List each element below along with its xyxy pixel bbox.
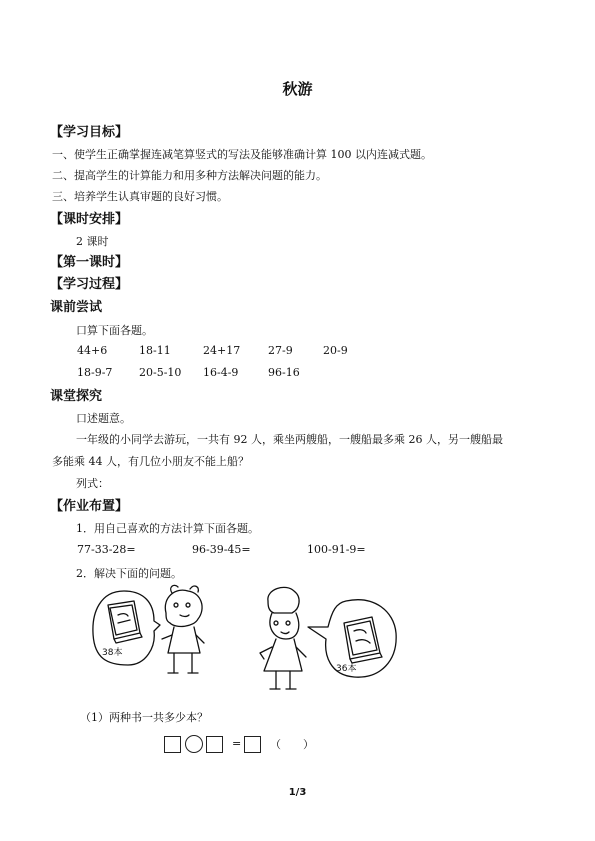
schedule-text: 2 课时: [76, 235, 109, 248]
goal-line-2: 二、提高学生的计算能力和用多种方法解决问题的能力。: [52, 169, 327, 182]
page-title: 秋游: [282, 80, 313, 98]
book-problem-illustration: [88, 583, 418, 695]
homework-expr-row: [77, 543, 366, 556]
homework-expr: 100-91-9=: [307, 543, 366, 556]
oral-calc-item: 27-9: [268, 344, 293, 357]
equals-sign: =: [232, 737, 242, 750]
page-number: 1/3: [288, 787, 307, 798]
oral-calc-item: 96-16: [268, 366, 300, 379]
book-icon-left: [108, 601, 142, 643]
problem-text-line-2: 多能乘 44 人，有几位小朋友不能上船？: [52, 455, 249, 468]
child-figure-right: [260, 587, 306, 689]
book-count-left: 38本: [102, 648, 123, 658]
homework-item-1: 1．用自己喜欢的方法计算下面各题。: [76, 522, 259, 535]
pre-try-instruction: 口算下面各题。: [76, 324, 153, 337]
oral-calc-item: 44+6: [77, 344, 108, 357]
oral-calc-item: 16-4-9: [203, 366, 239, 379]
problem-text-line-1: 一年级的小同学去游玩，一共有 92 人，乘坐两艘船，一艘船最多乘 26 人，另一艘船最: [76, 433, 503, 446]
section-heading-process: 【学习过程】: [50, 277, 129, 292]
goal-line-3: 三、培养学生认真审题的良好习惯。: [52, 190, 228, 203]
explore-instruction: 口述题意。: [76, 412, 131, 425]
result-box[interactable]: [244, 736, 261, 753]
answer-box[interactable]: [164, 736, 181, 753]
question-1: （1）两种书一共多少本？: [80, 711, 208, 724]
formula-label: 列式：: [76, 477, 109, 490]
child-figure-left: [162, 585, 204, 673]
oral-calc-item: 18-11: [139, 344, 171, 357]
section-heading-schedule: 【课时安排】: [50, 212, 129, 227]
subheading-pre-try: 课前尝试: [50, 300, 103, 315]
homework-item-2: 2．解决下面的问题。: [76, 567, 182, 580]
book-icon-right: [344, 617, 382, 663]
unit-parentheses: （ ）: [270, 738, 314, 751]
section-heading-goals: 【学习目标】: [50, 125, 129, 140]
oral-calc-row-1: [77, 344, 348, 357]
book-count-right: 36本: [336, 664, 357, 674]
homework-expr: 77-33-28=: [77, 543, 136, 556]
oral-calc-item: 20-9: [323, 344, 348, 357]
oral-calc-item: 20-5-10: [139, 366, 182, 379]
homework-expr: 96-39-45=: [192, 543, 251, 556]
oral-calc-item: 18-9-7: [77, 366, 113, 379]
goal-line-1: 一、使学生正确掌握连减笔算竖式的写法及能够准确计算 100 以内连减式题。: [52, 148, 432, 161]
subheading-explore: 课堂探究: [50, 389, 103, 404]
answer-box[interactable]: [206, 736, 223, 753]
oral-calc-row-2: [77, 366, 300, 379]
oral-calc-item: 24+17: [203, 344, 241, 357]
section-heading-lesson1: 【第一课时】: [50, 255, 129, 270]
operator-circle[interactable]: [185, 735, 203, 753]
section-heading-homework: 【作业布置】: [50, 499, 129, 514]
